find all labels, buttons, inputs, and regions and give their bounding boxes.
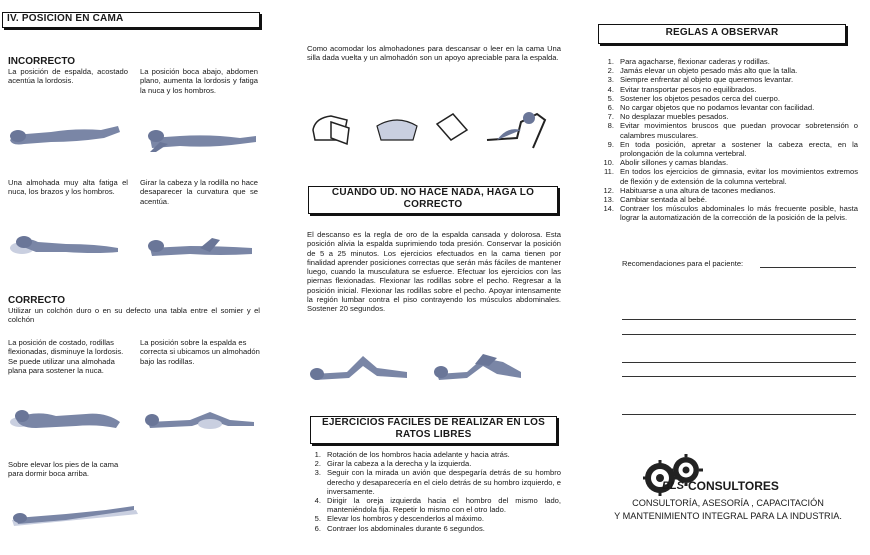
box-title-reglas: REGLAS A OBSERVAR	[598, 24, 846, 44]
logo-wordmark: CONSULTORES	[688, 479, 779, 493]
figure-high-pillow	[6, 230, 124, 260]
rule-item: 8. Evitar movimientos bruscos que puedan provocar sobretensión o calambres musculares.	[607, 121, 858, 140]
rule-item: 10. Abolir sillones y camas blandas.	[603, 158, 729, 168]
correct-text-2: La posición sobre la espalda es correcta si ubicamos un almohadón bajo las rodillas.	[140, 338, 260, 366]
section-title-posicion-cama: IV. POSICION EN CAMA	[2, 12, 260, 28]
notes-line-5[interactable]	[622, 414, 856, 415]
logo-letters: BLS	[662, 480, 684, 492]
recomendaciones-label: Recomendaciones para el paciente:	[622, 259, 744, 268]
descanso-text: El descanso es la regla de oro de la espalda cansada y dolorosa. Esta posición alivia la espalda suprimiendo toda presión. Conservar la posición de 5 a 25 minutos. Los ejercicios efectuados en la cama tienen por finalidad aprender posiciones correctas que serán más fáciles de mantener luego, cuando la musculatura se esfuerce. Efectuar los ejercicios con las piernas flexionadas. Flexionar las rodillas sobre el pecho. Regresar a la posición inicial. Flexionar las rodillas sobre el pecho. Apoyar intensamente la región lumbar contra el piso contrayendo los músculos abdominales. Sostener 20 segundos.	[307, 230, 561, 314]
notes-line-4[interactable]	[622, 376, 856, 377]
rule-item: 9. En toda posición, apretar a sostener la cabeza erecta, en la prolongación de la columna vertebral.	[607, 139, 858, 159]
correcto-heading: CORRECTO	[8, 295, 66, 306]
rule-item: 7. No desplazar muebles pesados.	[607, 112, 729, 122]
tagline-line-1: CONSULTORÍA, ASESORÍA , CAPACITACIÓN	[632, 498, 824, 508]
correct-text-1: La posición de costado, rodillas flexionadas, disminuye la lordosis. Se puede utilizar una almohada plana para sostener la nuca.	[8, 338, 124, 375]
rule-item: 6. No cargar objetos que no podamos levantar con facilidad.	[607, 103, 815, 113]
figure-knee-bent	[140, 232, 260, 262]
notes-line-2[interactable]	[622, 334, 856, 335]
figure-side-lying	[6, 402, 126, 434]
figure-lying-back	[6, 120, 124, 150]
incorrect-text-2: La posición boca abajo, abdomen plano, aumenta la lordosis y fatiga la nuca y los hombros.	[140, 67, 258, 95]
rule-item: 14. Contraer los músculos abdominales lo más frecuente posible, hasta lograr la automatización de la corrección de la posición de la pelvis.	[603, 204, 858, 223]
incorrect-text-3: Una almohada muy alta fatiga el nuca, los brazos y los hombros.	[8, 178, 128, 197]
exercise-item: 4. Dirigir la oreja izquierda hacia el hombro del mismo lado, manteniéndola fija. Repetir lo mismo con el otro lado.	[314, 496, 561, 515]
rule-item: 13. Cambiar sentada al bebé.	[603, 195, 707, 205]
correct-text-3: Sobre elevar los pies de la cama para dormir boca arriba.	[8, 460, 119, 479]
rule-item: 3. Siempre enfrentar al objeto que queremos levantar.	[607, 75, 794, 85]
exercise-item: 1. Rotación de los hombros hacia adelante y hacia atrás.	[314, 450, 510, 459]
exercise-item: 5. Elevar los hombros y descenderlos al máximo.	[314, 514, 485, 524]
rule-item: 5. Sostener los objetos pesados cerca del cuerpo.	[607, 93, 780, 103]
rule-item: 2. Jamás elevar un objeto pesado más alto que la talla.	[607, 66, 798, 76]
recomendaciones-line[interactable]	[760, 267, 856, 268]
rule-item: 12. Habituarse a una altura de tacones medianos.	[603, 185, 776, 195]
rule-item: 1. Para agacharse, flexionar caderas y rodillas.	[607, 57, 770, 66]
figure-elevated-feet	[6, 500, 146, 528]
exercise-list	[307, 450, 561, 533]
exercise-item: 3. Seguir con la mirada un avión que despegaría detrás de su hombro derecho y desaparecería en el cielo detrás de su hombro izquierdo, e inversamente.	[314, 468, 561, 496]
box-title-haga-lo-correcto: CUANDO UD. NO HACE NADA, HAGA LO CORRECTO	[308, 186, 558, 214]
figure-back-knee-pillow	[140, 402, 260, 434]
rules-list	[600, 57, 858, 223]
figure-knees-to-chest	[307, 344, 561, 388]
incorrecto-heading: INCORRECTO	[8, 56, 76, 67]
middle-intro: Como acomodar los almohadones para descansar o leer en la cama Una silla dada vuelta y un almohadón son un apoyo apreciable para la espalda.	[307, 44, 561, 63]
incorrect-text-4: Girar la cabeza y la rodilla no hace desaparecer la curvatura que se acentúa.	[140, 178, 258, 206]
figure-pillows-chair	[307, 100, 559, 158]
figure-lying-prone	[140, 122, 260, 156]
notes-line-3[interactable]	[622, 362, 856, 363]
tagline-line-2: Y MANTENIMIENTO INTEGRAL PARA LA INDUSTRIA.	[614, 511, 842, 521]
incorrect-text-1: La posición de espalda, acostado acentúa la lordosis.	[8, 67, 128, 86]
exercise-item: 6. Contraer los abdominales durante 6 segundos.	[314, 523, 485, 533]
notes-line-1[interactable]	[622, 319, 856, 320]
box-title-ejercicios-faciles: EJERCICIOS FACILES DE REALIZAR EN LOS RATOS LIBRES	[310, 416, 557, 444]
rule-item: 4. Evitar transportar pesos no equilibrados.	[607, 84, 757, 94]
correcto-intro: Utilizar un colchón duro o en su defecto una tabla entre el somier y el colchón	[8, 306, 260, 325]
exercise-item: 2. Girar la cabeza a la derecha y la izquierda.	[314, 459, 472, 469]
rule-item: 11. En todos los ejercicios de gimnasia, evitar los movimientos extremos de flexión y de extensión de la columna vertebral.	[604, 167, 858, 186]
